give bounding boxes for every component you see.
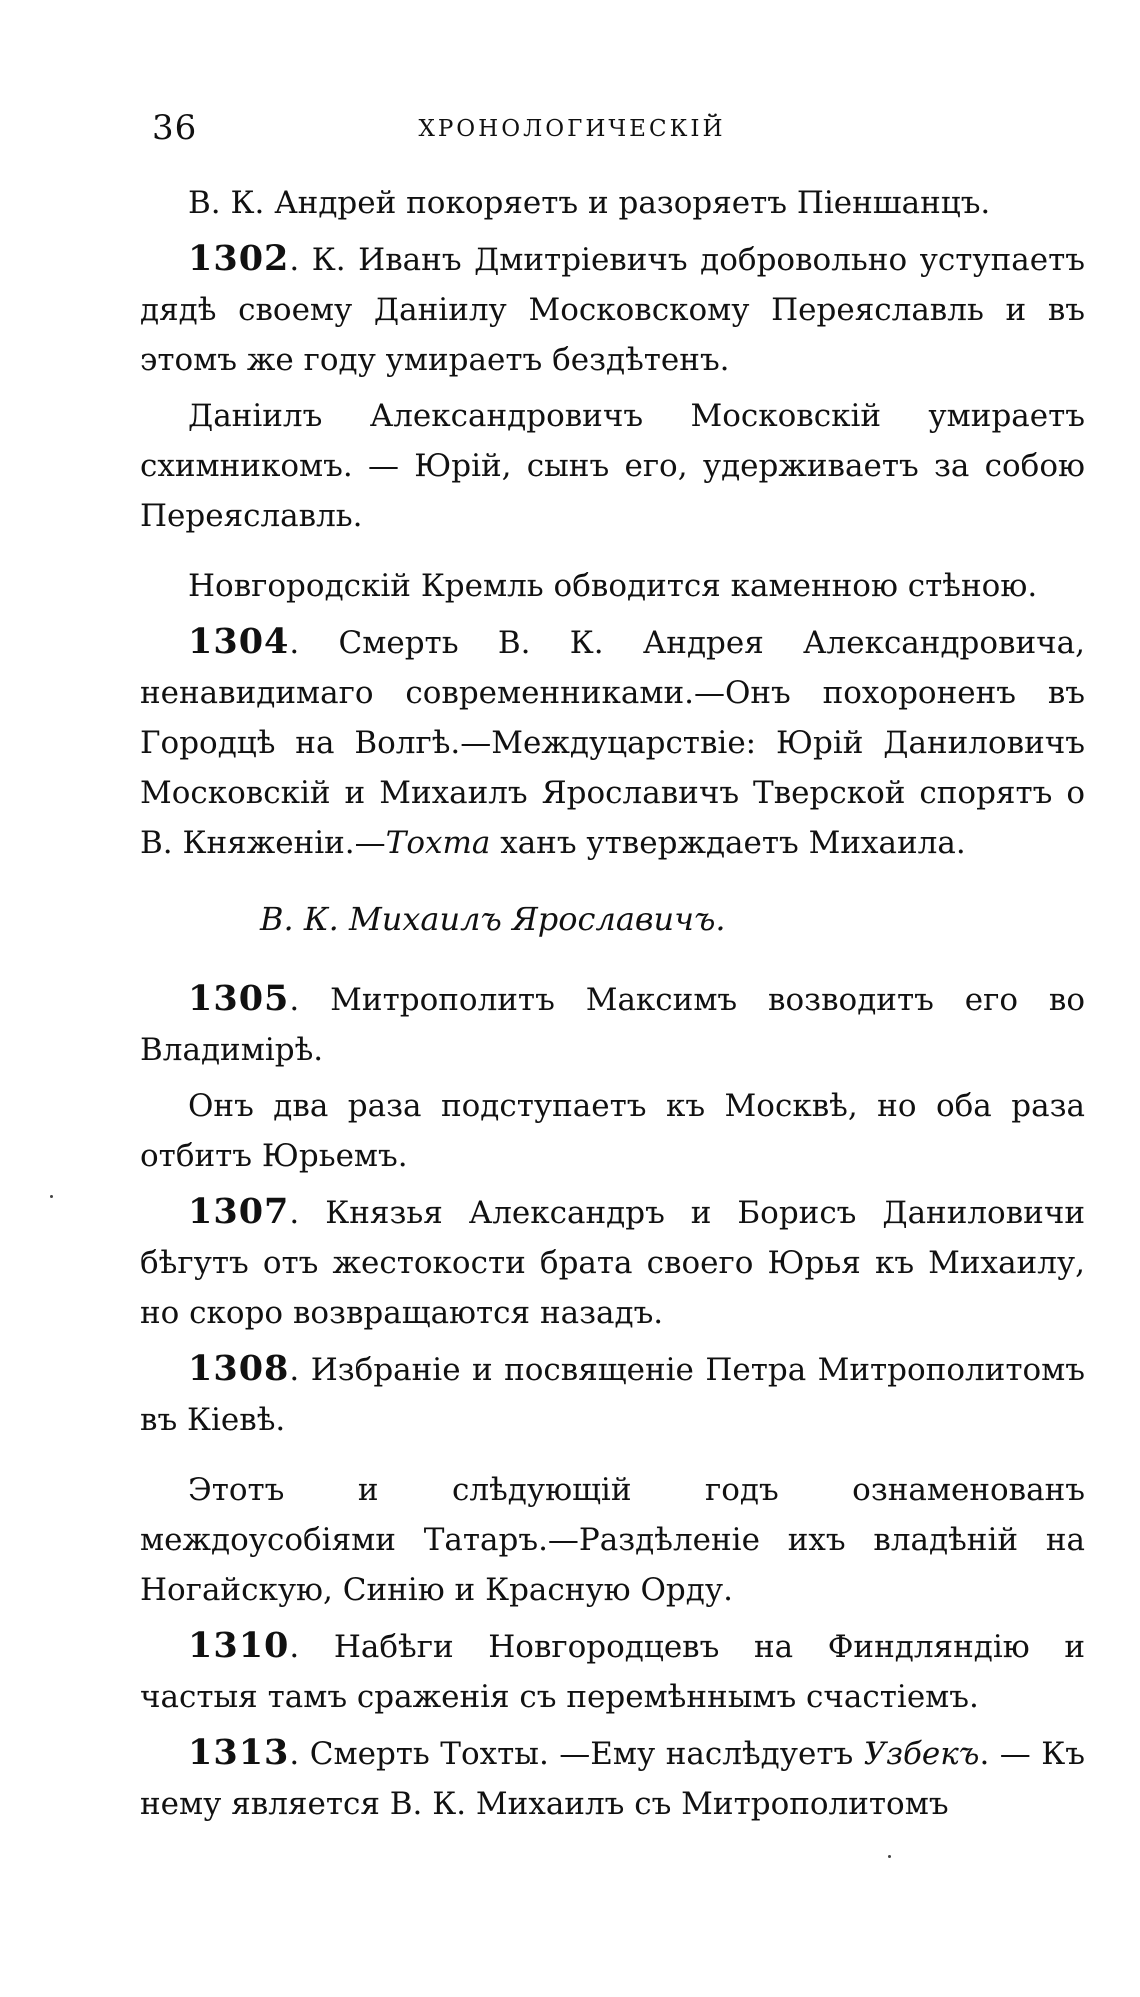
year-marker: 1308 xyxy=(188,1348,290,1389)
running-title: ХРОНОЛОГИЧЕСКІЙ xyxy=(418,116,726,142)
page-number: 36 xyxy=(152,108,198,148)
paragraph xyxy=(140,561,1085,611)
year-marker: 1302 xyxy=(188,238,290,279)
paragraph-text: Этотъ и слѣдующій годъ ознаменованъ междоусобіями Татаръ.—Раздѣленіе ихъ владѣній на Ногайскую, Синію и Красную Орду. xyxy=(140,1472,1085,1608)
paragraph-text: . Смерть В. К. Андрея Александровича, ненавидимаго современниками.—Онъ похороненъ въ Городцѣ на Волгѣ.—Междуцарствіе: Юрій Даниловичъ Московскій и Михаилъ Ярославичъ Тверской спорятъ о В. Княженіи.— xyxy=(140,625,1085,861)
paragraph-text-tail: . — Къ нему является В. К. Михаилъ съ Митрополитомъ xyxy=(140,1736,1085,1822)
paragraph-text: Онъ два раза подступаетъ къ Москвѣ, но оба раза отбитъ Юрьемъ. xyxy=(140,1088,1085,1174)
year-marker: 1310 xyxy=(188,1625,290,1666)
page-header xyxy=(152,108,992,154)
paragraph-text: . Смерть Тохты. —Ему наслѣдуетъ xyxy=(289,1736,864,1772)
paragraph-text: Даніилъ Александровичъ Московскій умираетъ схимникомъ. — Юрій, сынъ его, удерживаетъ за собою Переяславль. xyxy=(140,398,1085,534)
paragraph-text-tail: ханъ утверждаетъ Михаила. xyxy=(490,825,966,861)
paragraph xyxy=(140,391,1085,541)
paragraph-text: . Избраніе и посвященіе Петра Митрополитомъ въ Кіевѣ. xyxy=(140,1352,1085,1438)
paper-speck xyxy=(50,1195,53,1198)
paragraph-text: Новгородскій Кремль обводится каменною стѣною. xyxy=(188,568,1038,604)
paragraph xyxy=(140,1344,1085,1445)
paragraph xyxy=(140,617,1085,868)
paragraph xyxy=(140,1728,1085,1829)
paragraph xyxy=(140,1621,1085,1722)
italic-name: Тохта xyxy=(385,825,491,861)
section-subheading: В. К. Михаилъ Ярославичъ. xyxy=(260,900,726,938)
paragraph xyxy=(140,1465,1085,1615)
paragraph xyxy=(140,1187,1085,1338)
paragraph-text: . Набѣги Новгородцевъ на Финдляндію и частыя тамъ сраженія съ перемѣннымъ счастіемъ. xyxy=(140,1629,1085,1715)
year-marker: 1305 xyxy=(188,978,290,1019)
italic-name: Узбекъ xyxy=(863,1736,980,1772)
year-marker: 1313 xyxy=(188,1732,290,1773)
paragraph-text: . К. Иванъ Дмитріевичъ добровольно уступаетъ дядѣ своему Даніилу Московскому Переяславль и въ этомъ же году умираетъ бездѣтенъ. xyxy=(140,242,1085,378)
paragraph xyxy=(140,1081,1085,1181)
year-marker: 1307 xyxy=(188,1191,290,1232)
page-body xyxy=(140,178,1085,1835)
paragraph-text: . Митрополитъ Максимъ возводитъ его во Владимірѣ. xyxy=(140,982,1085,1068)
paragraph xyxy=(140,974,1085,1075)
paper-speck xyxy=(888,1855,891,1858)
paragraph xyxy=(140,178,1085,228)
year-marker: 1304 xyxy=(188,621,290,662)
paragraph-text: . Князья Александръ и Борисъ Даниловичи бѣгутъ отъ жестокости брата своего Юрья къ Михаилу, но скоро возвращаются назадъ. xyxy=(140,1195,1085,1331)
paragraph-text: В. К. Андрей покоряетъ и разоряетъ Піеншанцъ. xyxy=(188,185,991,221)
paragraph xyxy=(140,234,1085,385)
